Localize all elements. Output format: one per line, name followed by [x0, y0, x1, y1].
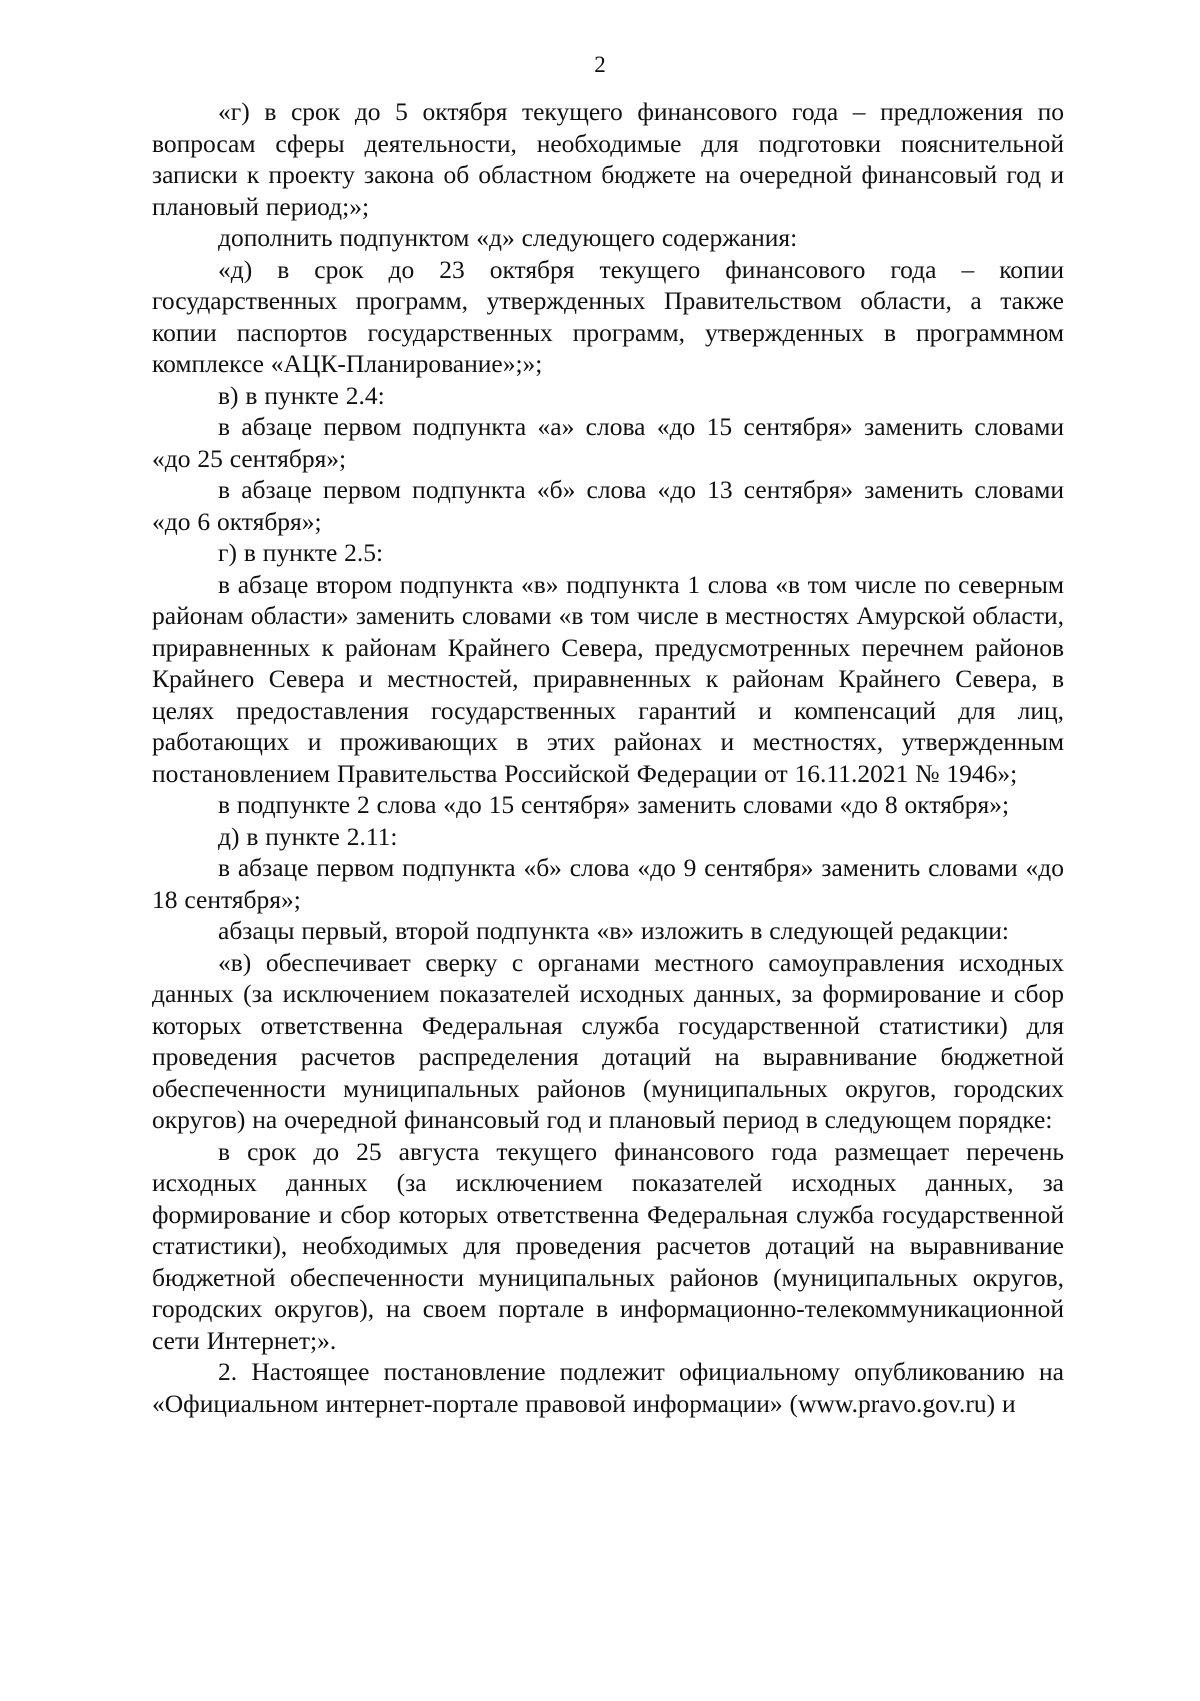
document-body	[152, 96, 1064, 1419]
paragraph: абзацы первый, второй подпункта «в» изложить в следующей редакции:	[218, 916, 1010, 945]
paragraph: г) в пункте 2.5:	[218, 538, 384, 567]
paragraph: в) в пункте 2.4:	[218, 380, 385, 410]
paragraph: 2. Настоящее постановление подлежит официальному опубликованию на «Официальном интернет-портале правовой информации» (www.pravo.gov.ru) и	[152, 1357, 1064, 1418]
paragraph: д) в пункте 2.11:	[218, 821, 398, 851]
paragraph: «г) в срок до 5 октября текущего финансового года – предложения по вопросам сферы деятельности, необходимые для подготовки пояснительной записки к проекту закона об областном бюджете на очередной финансовый год и плановый период;»;	[152, 97, 1064, 221]
page-number: 2	[594, 52, 606, 77]
paragraph: в абзаце первом подпункта «б» слова «до 9 сентября» заменить словами «до 18 сентября»;	[152, 853, 1064, 914]
paragraph: дополнить подпунктом «д» следующего содержания:	[218, 223, 798, 252]
paragraph: «в) обеспечивает сверку с органами местного самоуправления исходных данных (за исключением показателей исходных данных, за формирование и сбор которых ответственна Федеральная служба государственной статистики) для проведения расчетов распределения дотаций на выравнивание бюджетной обеспеченности муниципальных районов (муниципальных округов, городских округов) на очередной финансовый год и плановый период в следующем порядке:	[152, 947, 1064, 1134]
paragraph: в абзаце первом подпункта «б» слова «до 13 сентября» заменить словами «до 6 октября»;	[152, 475, 1064, 536]
paragraph: в абзаце первом подпункта «а» слова «до 15 сентября» заменить словами «до 25 сентября»;	[152, 412, 1064, 473]
paragraph: в подпункте 2 слова «до 15 сентября» заменить словами «до 8 октября»;	[218, 790, 1010, 819]
paragraph: в срок до 25 августа текущего финансового года размещает перечень исходных данных (за исключением показателей исходных данных, за формирование и сбор которых ответственна Федеральная служба государственной статистики), необходимых для проведения расчетов дотаций на выравнивание бюджетной обеспеченности муниципальных районов (муниципальных округов, городских округов), на своем портале в информационно-телекоммуникационной сети Интернет;».	[152, 1136, 1064, 1355]
paragraph: «д) в срок до 23 октября текущего финансового года – копии государственных программ, утвержденных Правительством области, а также копии паспортов государственных программ, утвержденных в программном комплексе «АЦК-Планирование»;»;	[152, 254, 1064, 378]
paragraph: в абзаце втором подпункта «в» подпункта 1 слова «в том числе по северным районам области» заменить словами «в том числе в местностях Амурской области, приравненных к районам Крайнего Севера, предусмотренных перечнем районов Крайнего Севера и местностей, приравненных к районам Крайнего Севера, в целях предоставления государственных гарантий и компенсаций для лиц, работающих и проживающих в этих районах и местностях, утвержденным постановлением Правительства Российской Федерации от 16.11.2021 № 1946»;	[152, 569, 1064, 788]
